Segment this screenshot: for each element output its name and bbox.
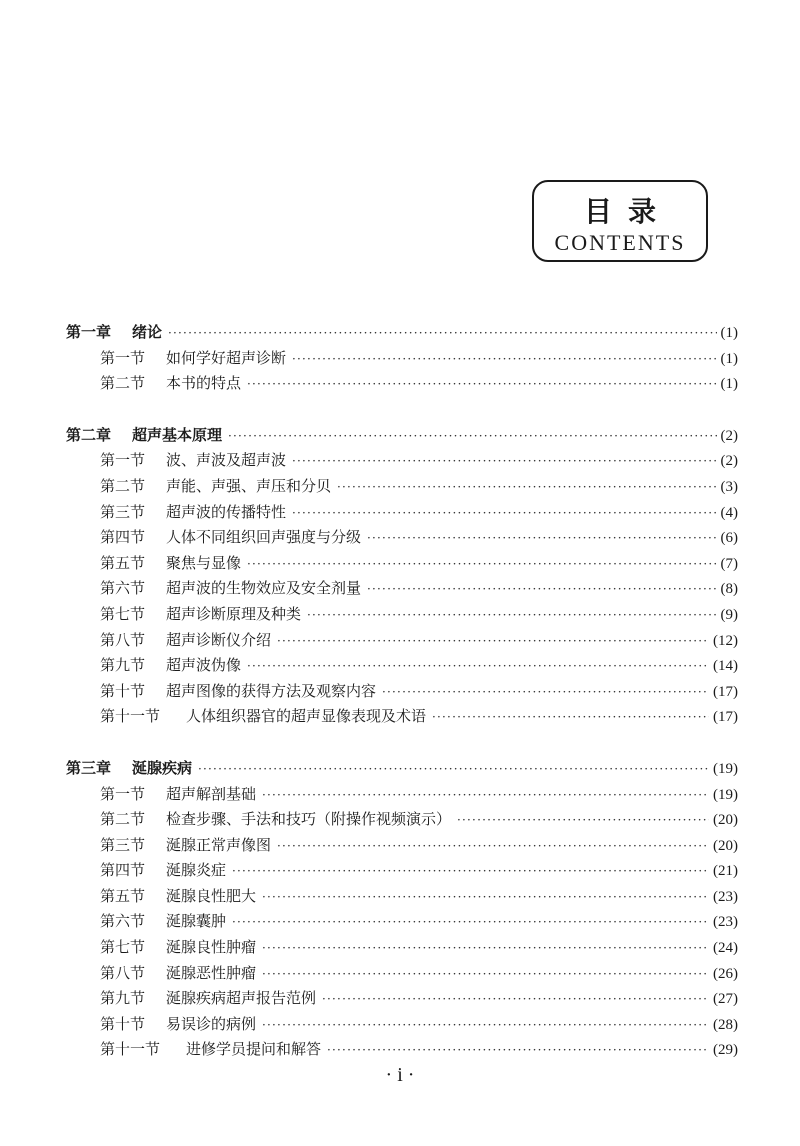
section-entry-title: 聚焦与显像	[166, 553, 242, 572]
dot-leader	[307, 603, 716, 629]
section-entry-page: (17)	[713, 683, 738, 700]
section-entry[interactable]	[66, 1012, 738, 1038]
dot-leader	[432, 705, 709, 731]
chapter-entry-page: (2)	[720, 427, 738, 444]
section-entry-title: 涎腺囊肿	[166, 912, 227, 931]
dot-leader	[367, 577, 716, 603]
section-entry-title: 超声诊断原理及种类	[166, 604, 302, 623]
section-entry-page: (23)	[713, 914, 738, 931]
section-entry-title: 超声诊断仪介绍	[166, 630, 272, 649]
section-entry-page: (14)	[713, 658, 738, 675]
chapter-entry[interactable]	[66, 423, 738, 449]
section-entry-page: (8)	[720, 581, 738, 598]
section-entry[interactable]	[66, 961, 738, 987]
section-entry-page: (7)	[720, 555, 738, 572]
section-entry-number: 第五节	[100, 553, 146, 572]
section-entry-title: 声能、声强、声压和分贝	[166, 476, 332, 495]
section-entry[interactable]	[66, 576, 738, 602]
dot-leader	[198, 757, 709, 783]
section-entry-title: 涎腺良性肥大	[166, 886, 257, 905]
section-entry-number: 第一节	[100, 348, 146, 367]
section-entry-page: (2)	[720, 453, 738, 470]
chapter-entry[interactable]	[66, 320, 738, 346]
section-entry-number: 第二节	[100, 374, 146, 393]
section-entry-number: 第二节	[100, 810, 146, 829]
section-entry-page: (29)	[713, 1042, 738, 1059]
chapter-entry-page: (19)	[713, 760, 738, 777]
dot-leader	[262, 1013, 709, 1039]
chapter-entry-title: 涎腺疾病	[132, 758, 193, 777]
section-entry[interactable]	[66, 500, 738, 526]
section-entry-title: 涎腺正常声像图	[166, 835, 272, 854]
page-number: · i ·	[385, 1064, 415, 1086]
dot-leader	[262, 885, 709, 911]
section-entry[interactable]	[66, 448, 738, 474]
dot-leader	[337, 475, 716, 501]
dot-leader	[327, 1038, 709, 1064]
dot-leader	[228, 424, 716, 450]
section-entry[interactable]	[66, 833, 738, 859]
chapter-block	[66, 423, 738, 730]
section-entry-number: 第五节	[100, 886, 146, 905]
section-entry-page: (24)	[713, 940, 738, 957]
section-entry[interactable]	[66, 986, 738, 1012]
section-entry[interactable]	[66, 525, 738, 551]
section-entry-title: 涎腺恶性肿瘤	[166, 963, 257, 982]
section-entry-number: 第六节	[100, 912, 146, 931]
chapter-block	[66, 756, 738, 1063]
section-entry-title: 如何学好超声诊断	[166, 348, 287, 367]
dot-leader	[262, 962, 709, 988]
section-entry-page: (12)	[713, 632, 738, 649]
section-entry-page: (6)	[720, 530, 738, 547]
section-entry-page: (3)	[720, 478, 738, 495]
chapter-entry-title: 超声基本原理	[132, 425, 223, 444]
section-entry-page: (20)	[713, 837, 738, 854]
chapter-entry-number: 第二章	[66, 425, 112, 444]
title-chinese: 目录	[583, 195, 672, 228]
section-entry-number: 第四节	[100, 528, 146, 547]
section-entry[interactable]	[66, 935, 738, 961]
section-entry-number: 第七节	[100, 938, 146, 957]
section-entry-page: (1)	[720, 376, 738, 393]
section-entry-number: 第十节	[100, 681, 146, 700]
section-entry-number: 第十一节	[100, 707, 161, 726]
section-entry[interactable]	[66, 782, 738, 808]
section-entry-number: 第二节	[100, 476, 146, 495]
section-entry-page: (26)	[713, 965, 738, 982]
dot-leader	[247, 654, 709, 680]
section-entry-title: 进修学员提问和解答	[186, 1040, 322, 1059]
title-english: CONTENTS	[554, 230, 686, 255]
dot-leader	[277, 629, 709, 655]
section-entry[interactable]	[66, 653, 738, 679]
dot-leader	[168, 321, 716, 347]
section-entry-page: (27)	[713, 991, 738, 1008]
dot-leader	[247, 372, 716, 398]
section-entry-page: (20)	[713, 812, 738, 829]
dot-leader	[247, 552, 716, 578]
section-entry-page: (1)	[720, 350, 738, 367]
section-entry[interactable]	[66, 884, 738, 910]
chapter-entry-number: 第三章	[66, 758, 112, 777]
section-entry-number: 第六节	[100, 579, 146, 598]
section-entry-page: (9)	[720, 606, 738, 623]
section-entry-title: 本书的特点	[166, 374, 242, 393]
section-entry-page: (4)	[720, 504, 738, 521]
section-entry-title: 波、声波及超声波	[166, 451, 287, 470]
section-entry[interactable]	[66, 858, 738, 884]
section-entry[interactable]	[66, 909, 738, 935]
section-entry[interactable]	[66, 551, 738, 577]
contents-title-box	[532, 180, 708, 262]
dot-leader	[262, 783, 709, 809]
section-entry-page: (23)	[713, 888, 738, 905]
dot-leader	[322, 987, 709, 1013]
chapter-entry-page: (1)	[720, 325, 738, 341]
chapter-entry-title: 绪论	[132, 323, 163, 341]
section-entry-page: (21)	[713, 863, 738, 880]
section-entry-title: 人体不同组织回声强度与分级	[166, 528, 362, 547]
section-entry-title: 超声波伪像	[166, 656, 242, 675]
dot-leader	[277, 834, 709, 860]
section-entry[interactable]	[66, 807, 738, 833]
chapter-block	[66, 320, 738, 397]
section-entry-page: (19)	[713, 786, 738, 803]
dot-leader	[367, 526, 716, 552]
section-entry-number: 第九节	[100, 656, 146, 675]
dot-leader	[232, 910, 709, 936]
section-entry-number: 第一节	[100, 784, 146, 803]
section-entry-number: 第九节	[100, 989, 146, 1008]
section-entry-title: 涎腺炎症	[166, 861, 227, 880]
section-entry[interactable]	[66, 679, 738, 705]
dot-leader	[292, 501, 716, 527]
section-entry-number: 第三节	[100, 835, 146, 854]
dot-leader	[292, 347, 716, 373]
section-entry[interactable]	[66, 474, 738, 500]
section-entry-title: 超声波的生物效应及安全剂量	[166, 579, 362, 598]
section-entry-number: 第四节	[100, 861, 146, 880]
section-entry-number: 第三节	[100, 502, 146, 521]
section-entry[interactable]	[66, 371, 738, 397]
section-entry[interactable]	[66, 628, 738, 654]
section-entry-title: 超声解剖基础	[166, 784, 257, 803]
dot-leader	[382, 680, 709, 706]
section-entry-page: (17)	[713, 709, 738, 726]
section-entry[interactable]	[66, 1037, 738, 1063]
section-entry-number: 第十节	[100, 1014, 146, 1033]
dot-leader	[262, 936, 709, 962]
section-entry-number: 第十一节	[100, 1040, 161, 1059]
table-of-contents	[66, 320, 738, 1089]
section-entry[interactable]	[66, 346, 738, 372]
dot-leader	[292, 449, 716, 475]
section-entry[interactable]	[66, 602, 738, 628]
section-entry-title: 易误诊的病例	[166, 1014, 257, 1033]
section-entry-title: 人体组织器官的超声显像表现及术语	[186, 707, 427, 726]
section-entry-title: 超声波的传播特性	[166, 502, 287, 521]
section-entry-title: 超声图像的获得方法及观察内容	[166, 681, 377, 700]
section-entry-title: 涎腺疾病超声报告范例	[166, 989, 317, 1008]
section-entry-number: 第七节	[100, 604, 146, 623]
section-entry-title: 涎腺良性肿瘤	[166, 938, 257, 957]
section-entry-page: (28)	[713, 1016, 738, 1033]
dot-leader	[457, 808, 709, 834]
dot-leader	[232, 859, 709, 885]
chapter-entry[interactable]	[66, 756, 738, 782]
section-entry-number: 第一节	[100, 451, 146, 470]
section-entry-number: 第八节	[100, 963, 146, 982]
section-entry-number: 第八节	[100, 630, 146, 649]
section-entry-title: 检查步骤、手法和技巧（附操作视频演示）	[166, 810, 452, 829]
chapter-entry-number: 第一章	[66, 323, 112, 341]
section-entry[interactable]	[66, 704, 738, 730]
